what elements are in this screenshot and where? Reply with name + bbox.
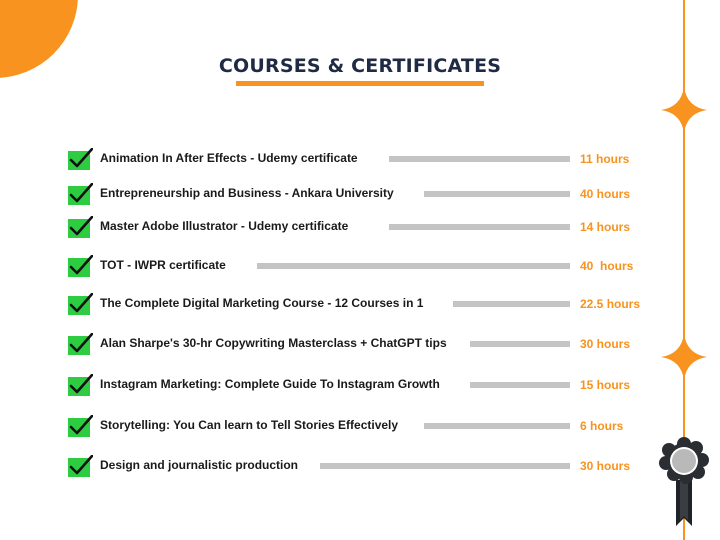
course-name: TOT - IWPR certificate xyxy=(100,258,226,272)
course-row xyxy=(0,148,720,172)
check-icon xyxy=(68,333,93,355)
course-duration: 30 hours xyxy=(580,459,631,473)
sparkle-star-icon xyxy=(660,86,708,134)
duration-bar xyxy=(389,156,570,162)
course-row xyxy=(0,415,720,439)
course-name: Alan Sharpe's 30-hr Copywriting Masterclass + ChatGPT tips xyxy=(100,336,447,350)
course-row xyxy=(0,374,720,398)
duration-bar xyxy=(320,463,570,469)
duration-bar xyxy=(257,263,570,269)
course-row xyxy=(0,455,720,479)
duration-bar xyxy=(470,341,570,347)
duration-bar xyxy=(389,224,570,230)
course-duration: 22.5 hours xyxy=(580,297,641,311)
course-duration: 40 hours xyxy=(580,259,634,273)
course-duration: 11 hours xyxy=(580,152,630,166)
duration-bar xyxy=(470,382,570,388)
check-icon xyxy=(68,293,93,315)
course-duration: 15 hours xyxy=(580,378,631,392)
course-row xyxy=(0,293,720,317)
check-icon xyxy=(68,374,93,396)
course-duration: 14 hours xyxy=(580,220,631,234)
course-duration: 30 hours xyxy=(580,337,631,351)
course-name: Instagram Marketing: Complete Guide To Instagram Growth xyxy=(100,377,440,391)
title-underline xyxy=(236,81,484,86)
course-row xyxy=(0,333,720,357)
course-name: Animation In After Effects - Udemy certificate xyxy=(100,151,358,165)
course-name: Design and journalistic production xyxy=(100,458,299,472)
page-title: COURSES & CERTIFICATES xyxy=(218,55,502,77)
course-name: The Complete Digital Marketing Course - 12 Courses in 1 xyxy=(100,296,424,310)
check-icon xyxy=(68,415,93,437)
course-duration: 6 hours xyxy=(580,419,624,433)
course-name: Storytelling: You Can learn to Tell Stories Effectively xyxy=(100,418,399,432)
course-row xyxy=(0,216,720,240)
check-icon xyxy=(68,148,93,170)
check-icon xyxy=(68,216,93,238)
check-icon xyxy=(68,255,93,277)
course-name: Entrepreneurship and Business - Ankara University xyxy=(100,186,394,200)
course-duration: 40 hours xyxy=(580,187,631,201)
duration-bar xyxy=(424,191,570,197)
check-icon xyxy=(68,183,93,205)
course-row xyxy=(0,183,720,207)
course-row xyxy=(0,255,720,279)
duration-bar xyxy=(424,423,570,429)
course-name: Master Adobe Illustrator - Udemy certificate xyxy=(100,219,349,233)
duration-bar xyxy=(453,301,570,307)
check-icon xyxy=(68,455,93,477)
award-ribbon-icon xyxy=(656,436,712,528)
